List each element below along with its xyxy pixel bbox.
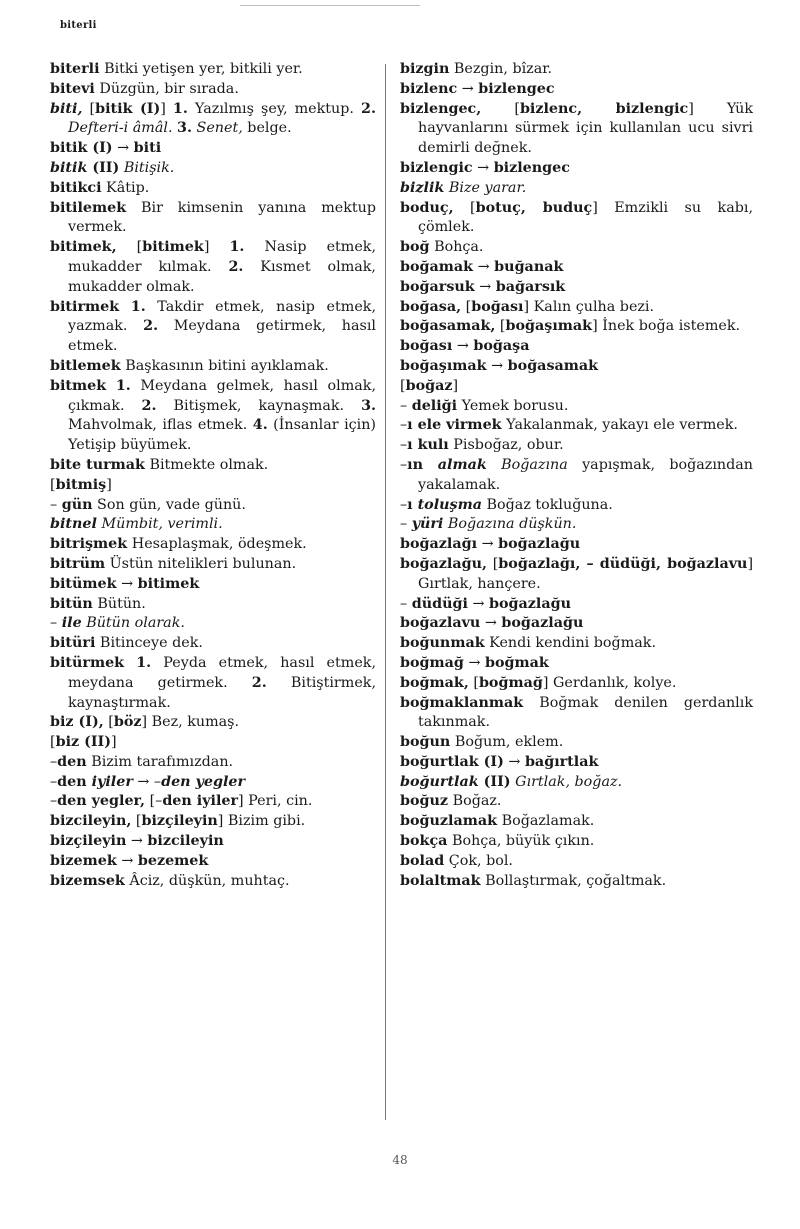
column-divider — [385, 64, 386, 1120]
dictionary-entry: –den Bizim tarafımızdan. — [50, 753, 234, 770]
dictionary-entry: – deliği Yemek borusu. — [400, 397, 569, 414]
dictionary-entry: bizçileyin → bizcileyin — [50, 833, 224, 850]
scan-artifact-line — [240, 5, 420, 6]
dictionary-entry: bizlengic → bizlengec — [400, 159, 570, 176]
dictionary-entry: –ı ele virmek Yakalanmak, yakayı ele vermek. — [400, 417, 738, 434]
dictionary-entry: bitirmek 1. Takdir etmek, nasip etmek, yazmak. 2. Meydana getirmek, hasıl etmek. — [50, 298, 377, 355]
dictionary-entry: –ı kulı Pisboğaz, obur. — [400, 437, 564, 454]
dictionary-entry: bokça Bohça, büyük çıkın. — [400, 833, 595, 850]
dictionary-entry: boğurtlak (II) Gırtlak, boğaz. — [400, 773, 623, 790]
dictionary-entry: boğmağ → boğmak — [400, 654, 549, 671]
dictionary-entry: bitrişmek Hesaplaşmak, ödeşmek. — [50, 536, 307, 553]
dictionary-entry: – düdüği → boğazlağu — [400, 595, 571, 612]
dictionary-entry: bizemek → bezemek — [50, 852, 209, 869]
dictionary-entry: – yüri Boğazına düşkün. — [400, 516, 577, 533]
dictionary-entry: bite turmak Bitmekte olmak. — [50, 456, 269, 473]
dictionary-entry: boğasa, [boğası] Kalın çulha bezi. — [400, 298, 655, 315]
dictionary-entry: boğasamak, [boğaşımak] İnek boğa istemek. — [400, 318, 741, 335]
dictionary-entry: bizcileyin, [bizçileyin] Bizim gibi. — [50, 813, 306, 830]
dictionary-entry: bitmek 1. Meydana gelmek, hasıl olmak, çıkmak. 2. Bitişmek, kaynaşmak. 3. Mahvolmak, iflas etmek. 4. (İnsanlar için) Yetişip büyümek. — [50, 377, 377, 454]
dictionary-entry: –ın almak Boğazına yapışmak, boğazından yakalamak. — [400, 456, 754, 493]
dictionary-entry: bitik (I) → biti — [50, 140, 162, 157]
dictionary-entry: boğuzlamak Boğazlamak. — [400, 813, 595, 830]
dictionary-entry: bitlemek Başkasının bitini ayıklamak. — [50, 357, 329, 374]
dictionary-entry: bitürmek 1. Peyda etmek, hasıl etmek, meydana getirmek. 2. Bitiştirmek, kaynaştırmak. — [50, 654, 376, 711]
dictionary-entry: boğarsuk → bağarsık — [400, 278, 566, 295]
dictionary-entry: –den yegler, [–den iyiler] Peri, cin. — [50, 793, 313, 810]
dictionary-entry: biti, [bitik (I)] 1. Yazılmış şey, mektup. 2. Defteri-i âmâl. 3. Senet, belge. — [50, 100, 376, 137]
dictionary-entry: boğası → boğaşa — [400, 338, 530, 355]
dictionary-entry: bitikci Kâtip. — [50, 179, 150, 196]
dictionary-entry: bitilemek Bir kimsenin yanına mektup vermek. — [50, 199, 376, 236]
dictionary-entry: bolad Çok, bol. — [400, 852, 513, 869]
dictionary-entry: boğazlavu → boğazlağu — [400, 615, 584, 632]
dictionary-entry: boğmaklanmak Boğmak denilen gerdanlık takınmak. — [400, 694, 753, 731]
dictionary-entry: biterli Bitki yetişen yer, bitkili yer. — [50, 61, 303, 77]
dictionary-entry: –ı toluşma Boğaz tokluğuna. — [400, 496, 613, 513]
dictionary-entry: boğazlağı → boğazlağu — [400, 536, 581, 553]
dictionary-entry: bitümek → bitimek — [50, 575, 200, 592]
dictionary-entry: bitevi Düzgün, bir sırada. — [50, 80, 239, 97]
dictionary-entry: – gün Son gün, vade günü. — [50, 496, 246, 513]
dictionary-entry: boğazlağu, [boğazlağı, – düdüği, boğazlavu] Gırtlak, hançere. — [400, 555, 754, 592]
dictionary-entry: boğun Boğum, eklem. — [400, 734, 564, 751]
dictionary-entry: [boğaz] — [400, 377, 459, 394]
dictionary-entry: bizemsek Âciz, düşkün, muhtaç. — [50, 872, 290, 889]
page-number: 48 — [392, 1153, 408, 1167]
dictionary-entry: boğ Bohça. — [400, 239, 484, 256]
left-column — [50, 60, 376, 891]
dictionary-entry: bitnel Mümbit, verimli. — [50, 516, 223, 533]
dictionary-entry: boğuz Boğaz. — [400, 793, 502, 810]
dictionary-entry: –den iyiler → –den yegler — [50, 773, 246, 790]
dictionary-entry: bitüri Bitinceye dek. — [50, 635, 203, 652]
dictionary-entry: biz (I), [böz] Bez, kumaş. — [50, 714, 240, 731]
dictionary-entry: [biz (II)] — [50, 734, 117, 751]
dictionary-entry: bizgin Bezgin, bîzar. — [400, 61, 553, 77]
dictionary-entry: boduç, [botuç, buduç] Emzikli su kabı, çömlek. — [400, 199, 753, 236]
dictionary-entry: boğunmak Kendi kendini boğmak. — [400, 635, 656, 652]
dictionary-entry: boğaşımak → boğasamak — [400, 357, 599, 374]
dictionary-entry: bitik (II) Bitişik. — [50, 159, 175, 176]
dictionary-entry: boğmak, [boğmağ] Gerdanlık, kolye. — [400, 674, 677, 691]
dictionary-entry: bolaltmak Bollaştırmak, çoğaltmak. — [400, 872, 667, 889]
dictionary-entry: [bitmiş] — [50, 476, 112, 493]
dictionary-entry: bitimek, [bitimek] 1. Nasip etmek, mukadder kılmak. 2. Kısmet olmak, mukadder olmak. — [50, 239, 377, 295]
dictionary-entry: bitün Bütün. — [50, 595, 146, 612]
dictionary-entry: bizlenc → bizlengec — [400, 80, 555, 97]
dictionary-entry: boğamak → buğanak — [400, 258, 564, 275]
dictionary-entry: – ile Bütün olarak. — [50, 615, 185, 632]
right-column — [400, 60, 753, 891]
dictionary-entry: bizlik Bize yarar. — [400, 179, 527, 196]
dictionary-entry: bizlengec, [bizlenc, bizlengic] Yük hayvanlarını sürmek için kullanılan ucu sivri demirli değnek. — [400, 100, 753, 157]
dictionary-entry: boğurtlak (I) → bağırtlak — [400, 753, 599, 770]
dictionary-entry: bitrüm Üstün nitelikleri bulunan. — [50, 555, 297, 572]
running-head: biterli — [60, 20, 97, 31]
